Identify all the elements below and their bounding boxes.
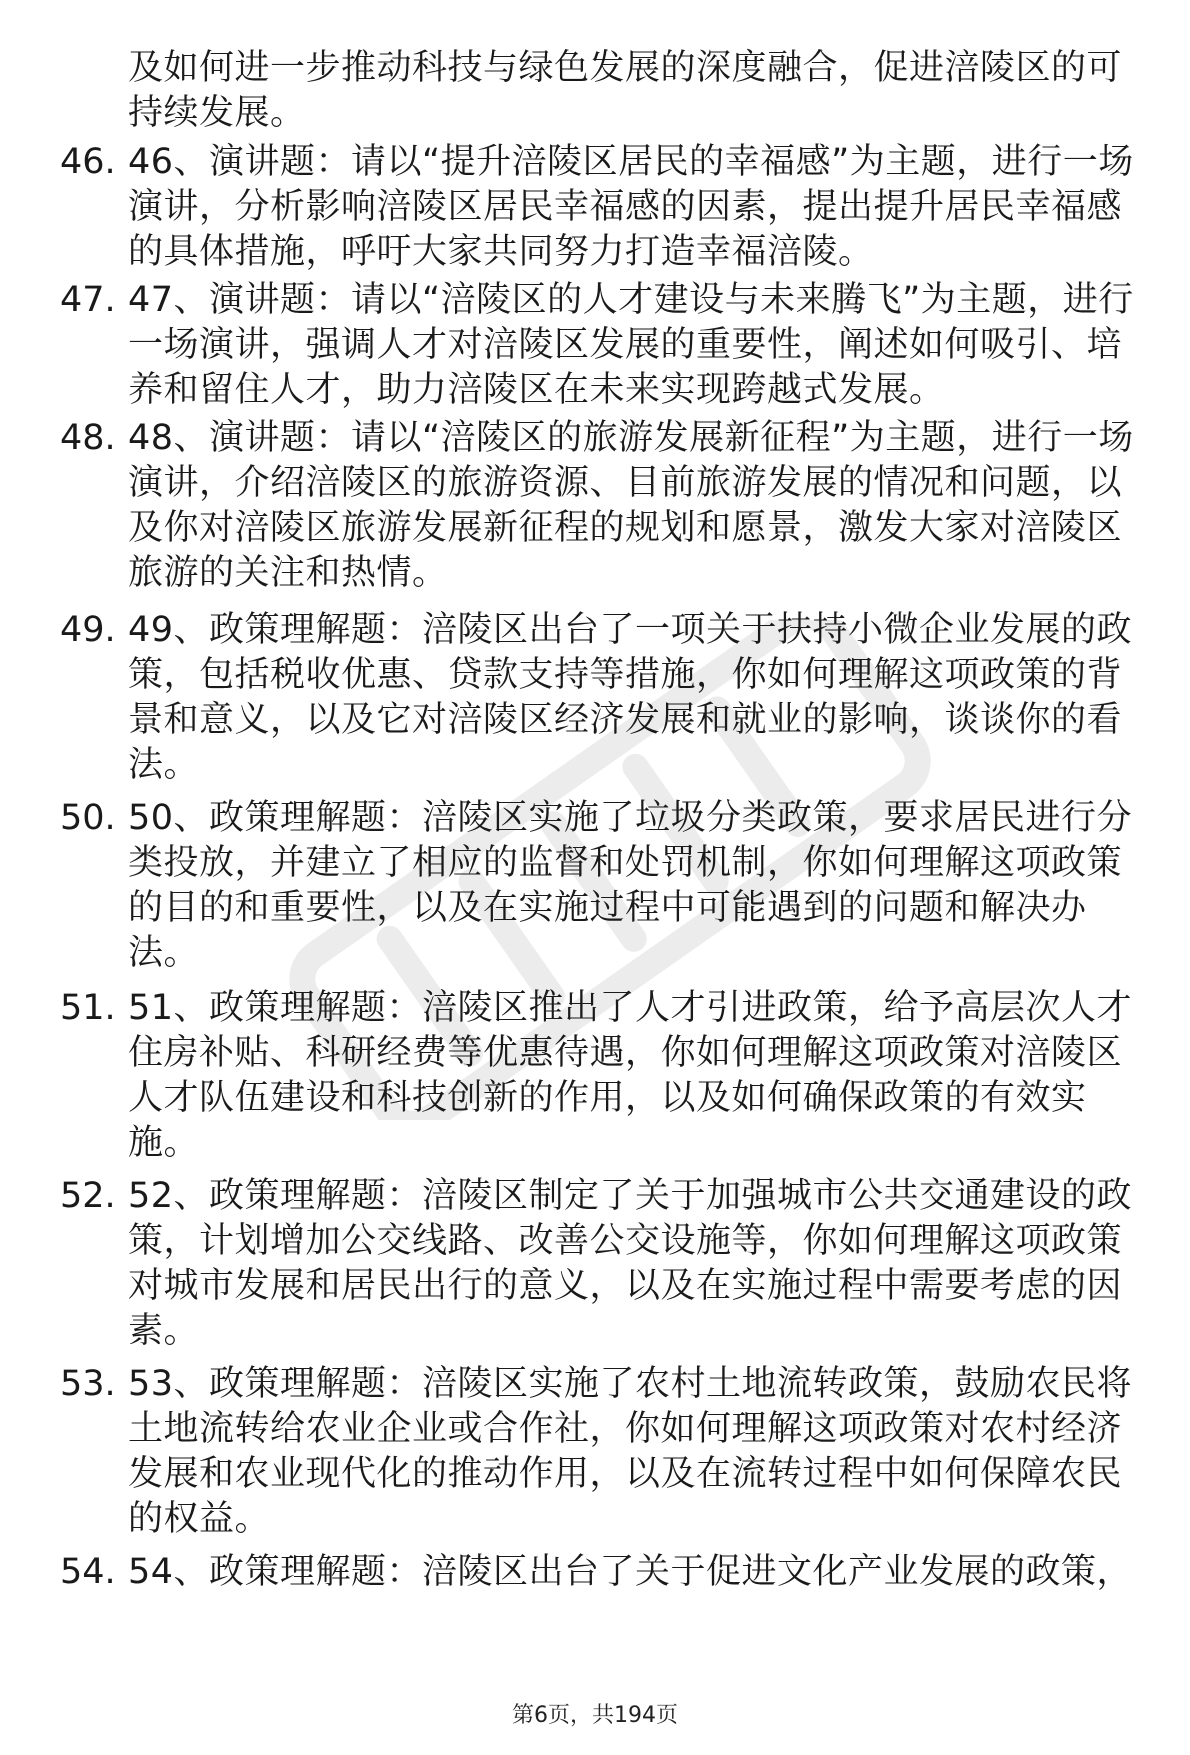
- question-text: 46、演讲题：请以“提升涪陵区居民的幸福感”为主题，进行一场演讲，分析影响涪陵区居民幸福感的因素，提出提升居民幸福感的具体措施，呼吁大家共同努力打造幸福涪陵。: [128, 142, 1134, 272]
- question-number: 47.: [60, 280, 116, 320]
- question-text: 49、政策理解题：涪陵区出台了一项关于扶持小微企业发展的政策，包括税收优惠、贷款支持等措施，你如何理解这项政策的背景和意义，以及它对涪陵区经济发展和就业的影响，谈谈你的看法。: [128, 610, 1133, 785]
- question-text: 47、演讲题：请以“涪陵区的人才建设与未来腾飞”为主题，进行一场演讲，强调人才对涪陵区发展的重要性，阐述如何吸引、培养和留住人才，助力涪陵区在未来实现跨越式发展。: [128, 280, 1134, 410]
- question-text: 50、政策理解题：涪陵区实施了垃圾分类政策，要求居民进行分类投放，并建立了相应的监督和处罚机制，你如何理解这项政策的目的和重要性，以及在实施过程中可能遇到的问题和解决办法。: [128, 798, 1133, 973]
- page-footer: 第6页，共194页: [512, 1703, 678, 1728]
- question-text: 53、政策理解题：涪陵区实施了农村土地流转政策，鼓励农民将土地流转给农业企业或合作社，你如何理解这项政策对农村经济发展和农业现代化的推动作用，以及在流转过程中如何保障农民的权益。: [128, 1364, 1133, 1539]
- question-text: 48、演讲题：请以“涪陵区的旅游发展新征程”为主题，进行一场演讲，介绍涪陵区的旅游资源、目前旅游发展的情况和问题，以及你对涪陵区旅游发展新征程的规划和愿景，激发大家对涪陵区旅游的关注和热情。: [128, 418, 1134, 593]
- question-number: 51.: [60, 988, 116, 1028]
- continuation-paragraph: 及如何进一步推动科技与绿色发展的深度融合，促进涪陵区的可持续发展。: [128, 48, 1123, 133]
- question-number: 53.: [60, 1364, 116, 1404]
- question-number: 49.: [60, 610, 116, 650]
- question-number: 48.: [60, 418, 116, 458]
- question-number: 54.: [60, 1552, 116, 1592]
- question-number: 52.: [60, 1176, 116, 1216]
- question-number: 46.: [60, 142, 116, 182]
- question-number: 50.: [60, 798, 116, 838]
- question-text: 54、政策理解题：涪陵区出台了关于促进文化产业发展的政策，: [128, 1552, 1133, 1592]
- question-text: 51、政策理解题：涪陵区推出了人才引进政策，给予高层次人才住房补贴、科研经费等优惠待遇，你如何理解这项政策对涪陵区人才队伍建设和科技创新的作用，以及如何确保政策的有效实施。: [128, 988, 1133, 1163]
- question-text: 52、政策理解题：涪陵区制定了关于加强城市公共交通建设的政策，计划增加公交线路、改善公交设施等，你如何理解这项政策对城市发展和居民出行的意义，以及在实施过程中需要考虑的因素。: [128, 1176, 1133, 1351]
